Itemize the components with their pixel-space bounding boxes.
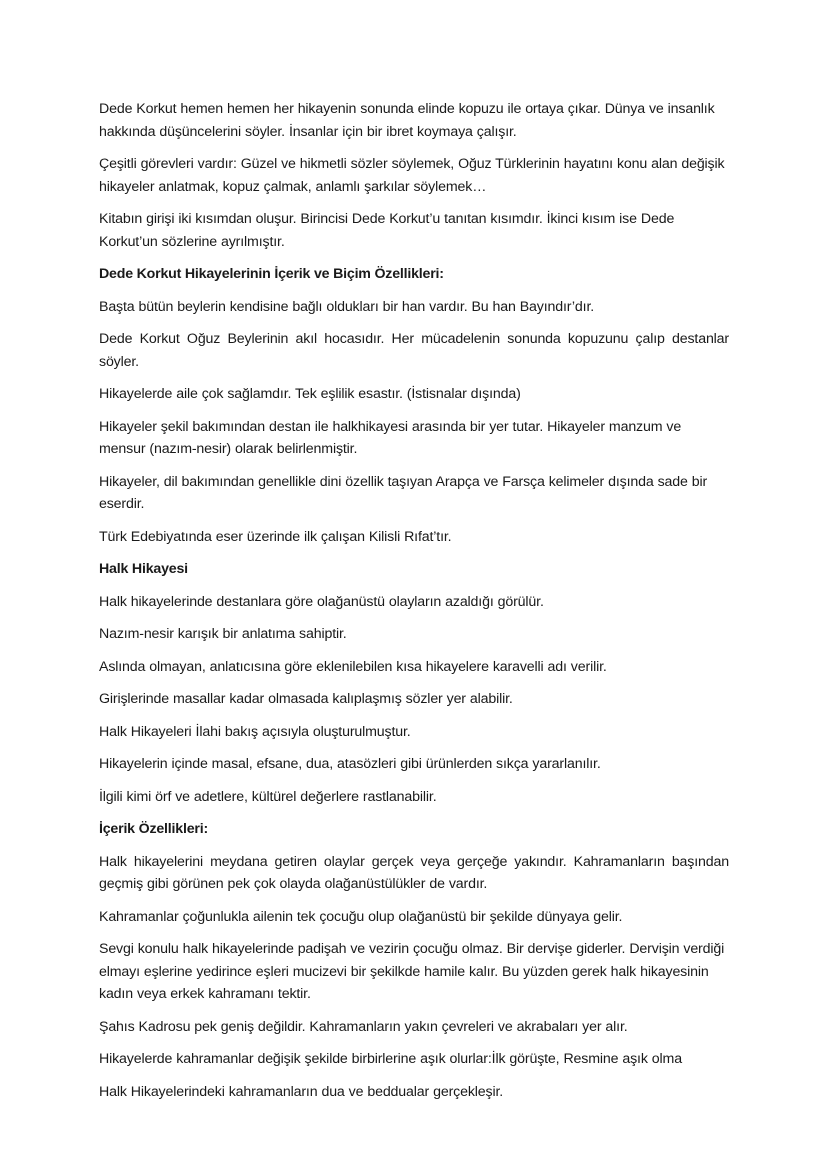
paragraph: Kitabın girişi iki kısımdan oluşur. Birincisi Dede Korkut’u tanıtan kısımdır. İkinci kısım ise Dede Korkut’un sözlerine ayrılmıştır.: [99, 211, 675, 250]
paragraph: Hikayelerde aile çok sağlamdır. Tek eşlilik esastır. (İstisnalar dışında): [99, 386, 521, 402]
paragraph: Türk Edebiyatında eser üzerinde ilk çalışan Kilisli Rıfat’tır.: [99, 528, 452, 545]
paragraph: Nazım-nesir karışık bir anlatıma sahiptir.: [99, 626, 347, 642]
paragraph: Halk hikayelerini meydana getiren olaylar gerçek veya gerçeğe yakındır. Kahramanların başından geçmiş gibi görünen pek çok olayda olağanüstülükler de vardır.: [99, 853, 729, 892]
paragraph: Dede Korkut Oğuz Beylerinin akıl hocasıdır. Her mücadelenin sonunda kopuzunu çalıp destanlar söyler.: [99, 331, 729, 370]
paragraph: Girişlerinde masallar kadar olmasada kalıplaşmış sözler yer alabilir.: [99, 691, 513, 707]
paragraph: Hikayelerde kahramanlar değişik şekilde birbirlerine aşık olurlar:İlk görüşte, Resmine aşık olma: [99, 1051, 682, 1067]
paragraph: İlgili kimi örf ve adetlere, kültürel değerlere rastlanabilir.: [99, 788, 437, 805]
paragraph: Halk Hikayelerindeki kahramanların dua ve beddualar gerçekleşir.: [99, 1083, 504, 1100]
document-page: [99, 98, 729, 1113]
section-heading-halk-hikayesi: Halk Hikayesi: [99, 561, 188, 577]
paragraph: Hikayelerin içinde masal, efsane, dua, atasözleri gibi ürünlerden sıkça yararlanılır.: [99, 756, 601, 772]
paragraph: Hikayeler, dil bakımından genellikle dini özellik taşıyan Arapça ve Farsça kelimeler dışında sade bir eserdir.: [99, 473, 708, 512]
paragraph: Şahıs Kadrosu pek geniş değildir. Kahramanların yakın çevreleri ve akrabaları yer alır.: [99, 1018, 628, 1035]
paragraph: Aslında olmayan, anlatıcısına göre eklenilebilen kısa hikayelere karavelli adı verilir.: [99, 658, 607, 675]
paragraph: Hikayeler şekil bakımından destan ile halkhikayesi arasında bir yer tutar. Hikayeler manzum ve mensur (nazım-nesir) olarak belirlenmiştir.: [99, 418, 682, 457]
paragraph: Halk hikayelerinde destanlara göre olağanüstü olayların azaldığı görülür.: [99, 593, 544, 610]
section-heading-dede-korkut-features: Dede Korkut Hikayelerinin İçerik ve Biçim Özellikleri:: [99, 266, 444, 282]
section-heading-icerik-ozellikleri: İçerik Özellikleri:: [99, 821, 208, 837]
paragraph: Halk Hikayeleri İlahi bakış açısıyla oluşturulmuştur.: [99, 723, 411, 740]
paragraph: Başta bütün beylerin kendisine bağlı oldukları bir han vardır. Bu han Bayındır’dır.: [99, 298, 595, 315]
paragraph: Çeşitli görevleri vardır: Güzel ve hikmetli sözler söylemek, Oğuz Türklerinin hayatını konu alan değişik hikayeler anlatmak, kopuz çalmak, anlamlı şarkılar söylemek…: [99, 156, 725, 195]
paragraph: Sevgi konulu halk hikayelerinde padişah ve vezirin çocuğu olmaz. Bir dervişe giderler. Dervişin verdiği elmayı eşlerine yedirince eşleri mucizevi bir şekilkde hamile kalır. Bu yüzden gerek halk hikayesinin kadın veya erkek kahramanı tektir.: [99, 941, 725, 1002]
paragraph: Dede Korkut hemen hemen her hikayenin sonunda elinde kopuzu ile ortaya çıkar. Dünya ve insanlık hakkında düşüncelerini söyler. İnsanlar için bir ibret koymaya çalışır.: [99, 101, 715, 140]
paragraph: Kahramanlar çoğunlukla ailenin tek çocuğu olup olağanüstü bir şekilde dünyaya gelir.: [99, 908, 623, 925]
